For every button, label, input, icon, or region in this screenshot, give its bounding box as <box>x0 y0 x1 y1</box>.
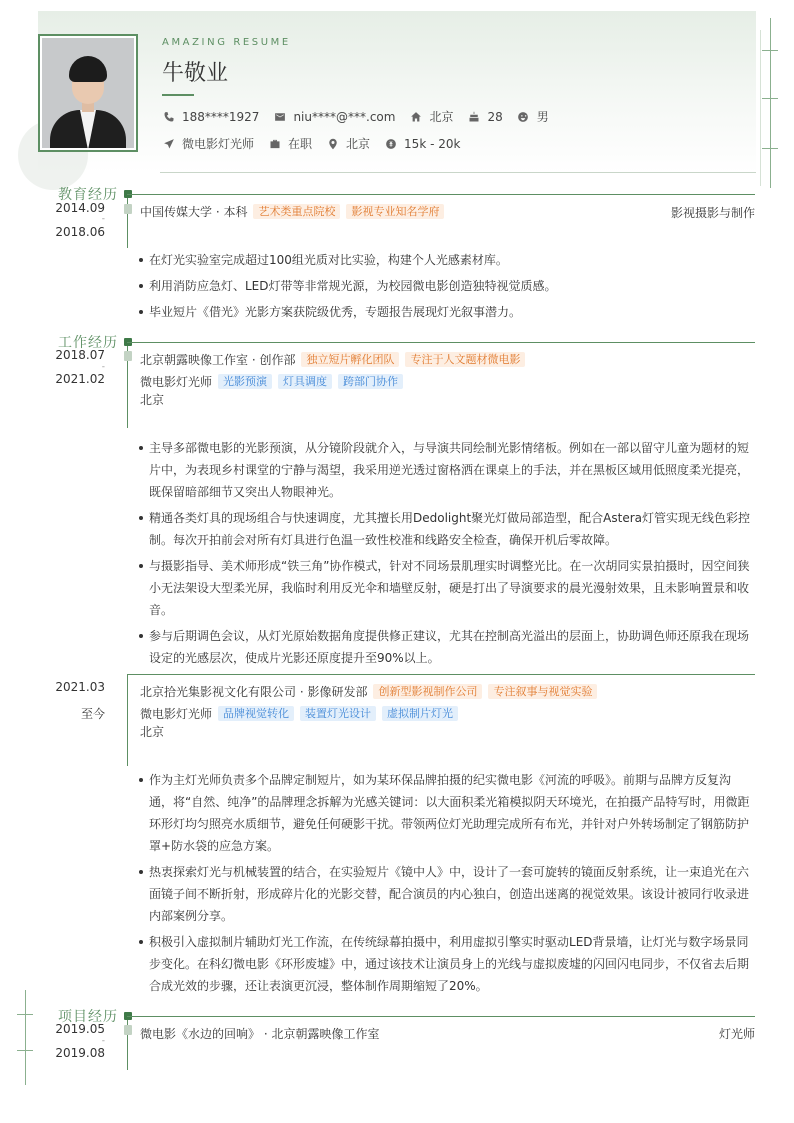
header-divider <box>160 172 756 173</box>
company-tag: 创新型影视制作公司 <box>373 684 482 699</box>
timeline-marker <box>124 351 132 361</box>
education-section-title: 教育经历 <box>58 187 118 203</box>
email-item: niu****@***.com <box>273 110 395 124</box>
target-role-item: 微电影灯光师 <box>162 135 254 152</box>
avatar <box>38 34 138 152</box>
hometown-item: 北京 <box>409 108 453 125</box>
age-item: 28 <box>467 110 502 124</box>
work-end-date: 至今 <box>80 707 105 721</box>
decorative-line <box>25 990 26 1085</box>
work-company: 北京拾光集影视文化有限公司 · 影像研发部 创新型影视制作公司 专注叙事与视觉实验 <box>140 683 597 700</box>
date-separator: - <box>101 362 105 372</box>
phone-item: 188****1927 <box>162 110 259 124</box>
work-city: 北京 <box>140 393 165 407</box>
entry-divider <box>127 674 755 675</box>
work-start-date: 2018.07 <box>55 348 105 362</box>
work-city: 北京 <box>140 725 165 739</box>
education-school: 中国传媒大学 · 本科 艺术类重点院校 影视专业知名学府 <box>140 203 444 220</box>
project-name: 微电影《水边的回响》 · 北京朝露映像工作室 <box>140 1027 380 1041</box>
location-icon <box>326 137 339 150</box>
projects-section-title: 项目经历 <box>58 1009 118 1025</box>
list-item: 精通各类灯具的现场组合与快速调度，尤其擅长用Dedolight聚光灯做局部造型，配合Astera灯管实现无线色彩控制。每次开拍前会对所有灯具进行色温一致性校准和线路安全检查，确保开机后零故障。 <box>137 507 751 551</box>
project-end-date: 2019.08 <box>55 1046 105 1060</box>
skill-tag: 虚拟制片灯光 <box>382 706 458 721</box>
decorative-tick <box>762 148 778 149</box>
list-item: 作为主灯光师负责多个品牌定制短片，如为某环保品牌拍摄的纪实微电影《河流的呼吸》。前期与品牌方反复沟通，将“自然、纯净”的品牌理念拆解为光感关键词：以大面积柔光箱模拟阴天环境光，在拍摄产品特写时，用微距环形灯均匀照亮水质细节，避免任何硬影干扰。带领两位灯光助理完成所有布光，并针对户外转场制定了钢筋防护罩+防水袋的应急方案。 <box>137 769 751 857</box>
list-item: 参与后期调色会议，从灯光原始数据角度提供修正建议，尤其在控制高光溢出的层面上，协助调色师还原我在现场设定的光感层次，使成片光影还原度提升至90%以上。 <box>137 625 751 669</box>
decorative-line <box>760 30 761 186</box>
list-item: 与摄影指导、美术师形成“铁三角”协作模式，针对不同场景肌理实时调整光比。在一次胡同实景拍摄时，因空间狭小无法架设大型柔光屏，我临时利用反光伞和墙壁反射，硬是打出了导演要求的晨光漫射效果，且未影响置景和收音。 <box>137 555 751 621</box>
salary-icon <box>384 137 397 150</box>
gender-icon <box>517 110 530 123</box>
project-role: 灯光师 <box>718 1027 755 1041</box>
school-tag: 影视专业知名学府 <box>346 204 444 219</box>
section-divider <box>127 1016 755 1017</box>
phone-icon <box>162 110 175 123</box>
portrait-photo <box>42 38 134 148</box>
decorative-tick <box>762 50 778 51</box>
section-divider <box>127 194 755 195</box>
timeline-line <box>127 674 128 766</box>
skill-tag: 跨部门协作 <box>338 374 403 389</box>
home-icon <box>409 110 422 123</box>
briefcase-icon <box>268 137 281 150</box>
decorative-tick <box>17 1014 33 1015</box>
skill-tag: 光影预演 <box>218 374 272 389</box>
resume-kicker: AMAZING RESUME <box>162 37 291 48</box>
work-role: 微电影灯光师 品牌视觉转化 装置灯光设计 虚拟制片灯光 <box>140 705 458 722</box>
skill-tag: 灯具调度 <box>278 374 332 389</box>
section-divider <box>127 342 755 343</box>
list-item: 热衷探索灯光与机械装置的结合，在实验短片《镜中人》中，设计了一套可旋转的镜面反射系统，让一束追光在六面镜子间不断折射，形成碎片化的光影交替，配合演员的内心独白，创造出迷离的视觉效果。该设计被同行收录进内部案例分享。 <box>137 861 751 927</box>
company-tag: 独立短片孵化团队 <box>301 352 399 367</box>
list-item: 利用消防应急灯、LED灯带等非常规光源，为校园微电影创造独特视觉质感。 <box>137 275 751 297</box>
candidate-name: 牛敬业 <box>162 61 229 86</box>
education-bullets <box>137 249 751 327</box>
work-start-date: 2021.03 <box>55 680 105 694</box>
work-end-date: 2021.02 <box>55 372 105 386</box>
list-item: 主导多部微电影的光影预演，从分镜阶段就介入，与导演共同绘制光影情绪板。例如在一部以留守儿童为题材的短片中，为表现乡村课堂的宁静与渴望，我采用逆光透过窗格洒在课桌上的手法，并在黑板区域用低照度柔光提亮，既保留暗部细节又突出人物眼神光。 <box>137 437 751 503</box>
job-status-item: 在职 <box>268 135 312 152</box>
work-role: 微电影灯光师 光影预演 灯具调度 跨部门协作 <box>140 373 403 390</box>
work-bullets <box>137 437 751 673</box>
education-start-date: 2014.09 <box>55 201 105 215</box>
decorative-tick <box>17 1050 33 1051</box>
education-major: 影视摄影与制作 <box>670 206 755 220</box>
contact-row <box>162 108 563 125</box>
gender-item: 男 <box>517 108 549 125</box>
cake-icon <box>467 110 480 123</box>
target-city-item: 北京 <box>326 135 370 152</box>
project-start-date: 2019.05 <box>55 1022 105 1036</box>
mail-icon <box>273 110 286 123</box>
work-company: 北京朝露映像工作室 · 创作部 独立短片孵化团队 专注于人文题材微电影 <box>140 351 525 368</box>
list-item: 积极引入虚拟制片辅助灯光工作流，在传统绿幕拍摄中，利用虚拟引擎实时驱动LED背景墙，让灯光与数字场景同步变化。在科幻微电影《环形废墟》中，通过该技术让演员身上的光线与虚拟废墟的闪回闪电同步，不仅省去后期合成光效的步骤，还让表演更沉浸，整体制作周期缩短了20%。 <box>137 931 751 997</box>
salary-item: 15k - 20k <box>384 137 460 151</box>
decorative-tick <box>762 98 778 99</box>
decorative-line <box>770 18 771 188</box>
work-section-title: 工作经历 <box>58 335 118 351</box>
skill-tag: 装置灯光设计 <box>300 706 376 721</box>
name-underline <box>162 94 194 96</box>
date-separator: - <box>101 1036 105 1046</box>
skill-tag: 品牌视觉转化 <box>218 706 294 721</box>
timeline-marker <box>124 1025 132 1035</box>
date-separator: - <box>101 214 105 224</box>
list-item: 毕业短片《借光》光影方案获院级优秀，专题报告展现灯光叙事潜力。 <box>137 301 751 323</box>
company-tag: 专注叙事与视觉实验 <box>488 684 597 699</box>
school-tag: 艺术类重点院校 <box>253 204 340 219</box>
education-end-date: 2018.06 <box>55 225 105 239</box>
send-icon <box>162 137 175 150</box>
job-intent-row <box>162 135 474 152</box>
timeline-marker <box>124 204 132 214</box>
work-bullets <box>137 769 751 1001</box>
list-item: 在灯光实验室完成超过100组光质对比实验，构建个人光感素材库。 <box>137 249 751 271</box>
company-tag: 专注于人文题材微电影 <box>405 352 525 367</box>
